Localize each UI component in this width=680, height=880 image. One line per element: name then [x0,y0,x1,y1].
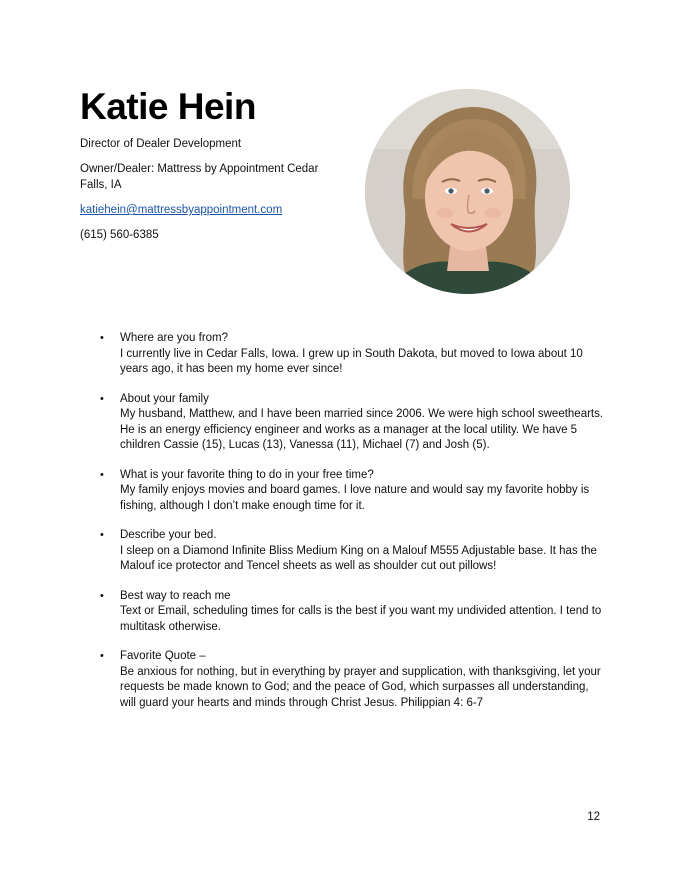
question-text: What is your favorite thing to do in your free time? [120,468,374,481]
question-text: Describe your bed. [120,529,217,541]
email-link[interactable]: katiehein@mattressbyappointment.com [80,204,283,216]
list-item [96,331,606,378]
bullet-icon: • [100,392,104,405]
answer-text: Text or Email, scheduling times for calls is the best if you want my undivided attention. I tend to multitask otherwise. [120,605,602,633]
answer-text: I currently live in Cedar Falls, Iowa. I grew up in South Dakota, but moved to Iowa about 10 years ago, it has been my home ever since! [120,347,583,375]
list-item [96,649,606,711]
portrait-photo-icon [365,89,570,294]
list-item [96,528,606,575]
answer-text: Be anxious for nothing, but in everything by prayer and supplication, with thanksgiving, let your requests be made known to God; and the peace of God, which surpasses all understanding, will guard your hearts and minds through Christ Jesus. Philippian 4: 6-7 [120,665,601,709]
list-item [96,392,606,454]
list-item [96,468,606,515]
answer-text: My husband, Matthew, and I have been married since 2006. We were high school sweethearts. He is an energy efficiency engineer and works as a manager at the local utility. We have 5 children Cassie (15), Lucas (13), Vanessa (11), Michael (7) and Josh (5). [120,408,604,451]
qa-list [96,331,606,725]
question-text: Best way to reach me [120,589,231,602]
answer-text: My family enjoys movies and board games. I love nature and would say my favorite hobby is fishing, although I don’t make enough time for it. [120,484,590,512]
page-number: 12 [587,811,600,823]
bullet-icon: • [100,332,104,344]
owner-dealer-text: Owner/Dealer: Mattress by Appointment Cedar Falls, IA [80,163,319,191]
question-text: Where are you from? [120,332,229,344]
profile-name: Katie Hein [80,86,256,127]
bullet-icon: • [100,589,104,602]
phone-number: (615) 560-6385 [80,229,159,241]
bullet-icon: • [100,529,104,541]
question-text: Favorite Quote – [120,650,206,662]
bullet-icon: • [100,468,104,481]
profile-photo [365,89,570,294]
bullet-icon: • [100,650,104,662]
list-item [96,589,606,636]
answer-text: I sleep on a Diamond Infinite Bliss Medium King on a Malouf M555 Adjustable base. It has the Malouf ice protector and Tencel sheets as well as shoulder cut out pillows! [120,544,597,572]
question-text: About your family [120,392,209,405]
job-title: Director of Dealer Development [80,138,242,150]
